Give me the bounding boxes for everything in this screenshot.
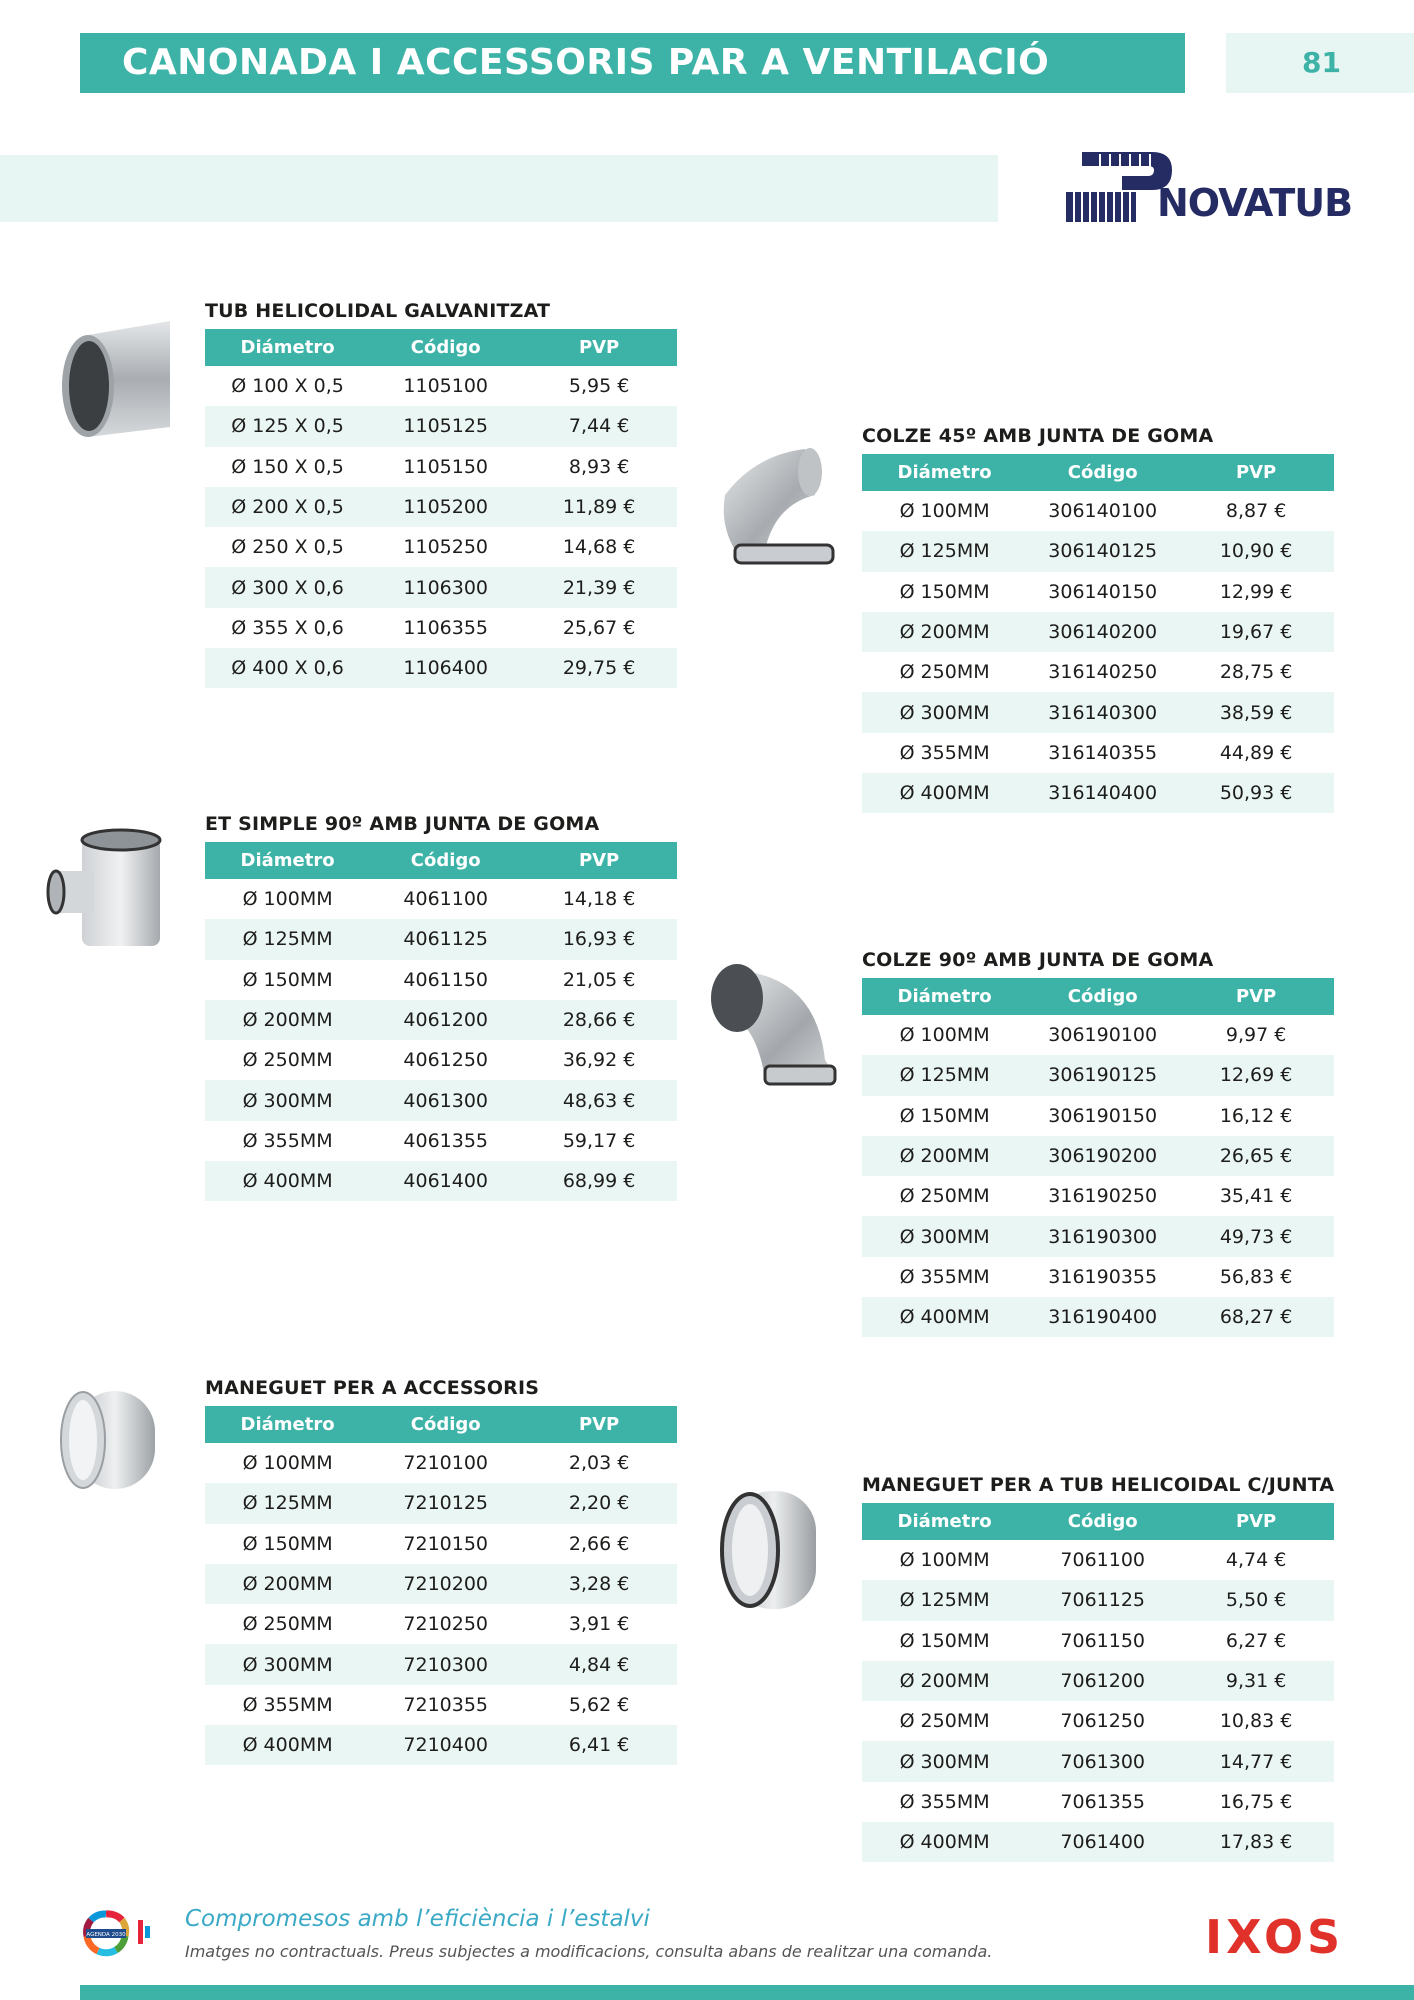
- price-cell: 14,77 €: [1178, 1741, 1334, 1781]
- page-number: 81: [1226, 33, 1414, 93]
- tube-coupling-image: [712, 1485, 832, 1615]
- price-cell: 2,20 €: [521, 1483, 677, 1523]
- code-cell: 7061400: [1027, 1822, 1178, 1862]
- code-cell: 316140250: [1048, 661, 1158, 684]
- header-code: Código: [370, 1406, 521, 1443]
- code-cell: 306140125: [1027, 531, 1178, 571]
- table-row: [862, 1015, 1334, 1055]
- code-cell: 7210100: [403, 1452, 489, 1475]
- diameter-cell: Ø 150MM: [242, 968, 333, 991]
- diameter-cell: Ø 200MM: [205, 1564, 370, 1604]
- price-cell: 26,65 €: [1178, 1136, 1334, 1176]
- code-cell: 4061400: [370, 1161, 521, 1201]
- table-row: [862, 1176, 1334, 1216]
- code-cell: 4061250: [403, 1049, 489, 1072]
- price-cell: 3,91 €: [568, 1613, 630, 1636]
- price-cell: 10,83 €: [1219, 1710, 1293, 1733]
- diameter-cell: Ø 250 X 0,5: [231, 536, 344, 559]
- table-row: [205, 919, 677, 959]
- header-diameter: Diámetro: [205, 329, 370, 366]
- table-row: [205, 1604, 677, 1644]
- price-cell: 14,68 €: [562, 536, 636, 559]
- code-cell: 316140300: [1027, 692, 1178, 732]
- table-row: [205, 447, 677, 487]
- table-row: [862, 1741, 1334, 1781]
- product-title: TUB HELICOLIDAL GALVANITZAT: [205, 300, 551, 322]
- diameter-cell: Ø 300MM: [205, 1080, 370, 1120]
- table-row: [205, 527, 677, 567]
- page-title: CANONADA I ACCESSORIS PAR A VENTILACIÓ: [80, 33, 1185, 93]
- table-row: [862, 692, 1334, 732]
- code-cell: 1105100: [403, 375, 489, 398]
- diameter-cell: Ø 355MM: [899, 1265, 990, 1288]
- price-table: [862, 1503, 1334, 1862]
- table-row: [205, 1443, 677, 1483]
- table-row: [205, 1040, 677, 1080]
- table-row: [862, 1540, 1334, 1580]
- price-cell: 25,67 €: [562, 616, 636, 639]
- diameter-cell: Ø 125MM: [862, 1055, 1027, 1095]
- brand-name: NOVATUB: [1157, 181, 1353, 225]
- price-table: [862, 978, 1334, 1337]
- code-cell: 316190355: [1048, 1265, 1158, 1288]
- header-code: Código: [1027, 978, 1178, 1015]
- code-cell: 306140200: [1027, 612, 1178, 652]
- header-code: Código: [370, 842, 521, 879]
- price-cell: 5,95 €: [568, 375, 630, 398]
- code-cell: 306140150: [1048, 580, 1158, 603]
- table-row: [205, 960, 677, 1000]
- price-cell: 11,89 €: [521, 487, 677, 527]
- footer-slogan: Compromesos amb l’eficiència i l’estalvi: [185, 1906, 650, 1932]
- agenda-2030-logo: [78, 1908, 158, 1958]
- diameter-cell: Ø 200MM: [205, 1000, 370, 1040]
- price-cell: 38,59 €: [1178, 692, 1334, 732]
- header-price: PVP: [521, 1406, 677, 1443]
- price-cell: 10,90 €: [1178, 531, 1334, 571]
- table-row: [862, 1257, 1334, 1297]
- price-cell: 9,31 €: [1178, 1661, 1334, 1701]
- header-code: Código: [370, 329, 521, 366]
- diameter-cell: Ø 200MM: [862, 612, 1027, 652]
- diameter-cell: Ø 400MM: [205, 1725, 370, 1765]
- diameter-cell: Ø 250MM: [899, 1710, 990, 1733]
- diameter-cell: Ø 250MM: [899, 1185, 990, 1208]
- code-cell: 7061300: [1027, 1741, 1178, 1781]
- elbow-45-image: [715, 445, 845, 570]
- code-cell: 7210400: [370, 1725, 521, 1765]
- code-cell: 1105250: [403, 536, 489, 559]
- footer-disclaimer: Imatges no contractuals. Preus subjectes a modificacions, consulta abans de realitzar una comanda.: [185, 1942, 993, 1961]
- diameter-cell: Ø 150MM: [242, 1532, 333, 1555]
- product-title: COLZE 90º AMB JUNTA DE GOMA: [862, 949, 1214, 971]
- table-row: [205, 879, 677, 919]
- diameter-cell: Ø 250MM: [242, 1049, 333, 1072]
- diameter-cell: Ø 125MM: [205, 1483, 370, 1523]
- code-cell: 306190150: [1048, 1104, 1158, 1127]
- code-cell: 316190400: [1027, 1297, 1178, 1337]
- table-row: [205, 567, 677, 607]
- header-diameter: Diámetro: [205, 842, 370, 879]
- tee-90-image: [42, 826, 172, 961]
- product-maneguet-tub: [862, 1474, 1334, 1862]
- price-cell: 56,83 €: [1219, 1265, 1293, 1288]
- price-table: [862, 454, 1334, 813]
- price-cell: 6,27 €: [1225, 1629, 1287, 1652]
- table-row: [862, 1136, 1334, 1176]
- diameter-cell: Ø 150MM: [899, 580, 990, 603]
- table-row: [205, 1524, 677, 1564]
- diameter-cell: Ø 200 X 0,5: [205, 487, 370, 527]
- code-cell: 7210150: [403, 1532, 489, 1555]
- diameter-cell: Ø 400MM: [205, 1161, 370, 1201]
- code-cell: 1106355: [403, 616, 489, 639]
- price-cell: 4,84 €: [521, 1644, 677, 1684]
- code-cell: 316140355: [1048, 741, 1158, 764]
- diameter-cell: Ø 400MM: [862, 1297, 1027, 1337]
- diameter-cell: Ø 250MM: [242, 1613, 333, 1636]
- diameter-cell: Ø 100MM: [899, 1024, 990, 1047]
- diameter-cell: Ø 300MM: [205, 1644, 370, 1684]
- product-colze-45: [862, 425, 1334, 813]
- code-cell: 1106300: [370, 567, 521, 607]
- product-et-simple-90: [205, 813, 677, 1201]
- price-cell: 12,99 €: [1219, 580, 1293, 603]
- table-row: [205, 1000, 677, 1040]
- table-row: [205, 608, 677, 648]
- code-cell: 316190300: [1027, 1216, 1178, 1256]
- table-row: [205, 487, 677, 527]
- diameter-cell: Ø 125 X 0,5: [205, 406, 370, 446]
- product-title: MANEGUET PER A ACCESSORIS: [205, 1377, 540, 1399]
- price-table: [205, 1406, 677, 1765]
- diameter-cell: Ø 355MM: [242, 1129, 333, 1152]
- diameter-cell: Ø 300MM: [862, 1741, 1027, 1781]
- product-title: MANEGUET PER A TUB HELICOIDAL C/JUNTA: [862, 1474, 1335, 1496]
- code-cell: 4061150: [403, 968, 489, 991]
- price-table: [205, 842, 677, 1201]
- agenda-label: AGENDA 2030: [86, 1932, 126, 1938]
- diameter-cell: Ø 400MM: [862, 773, 1027, 813]
- code-cell: 7061150: [1060, 1629, 1146, 1652]
- price-cell: 59,17 €: [562, 1129, 636, 1152]
- price-cell: 36,92 €: [562, 1049, 636, 1072]
- code-cell: 4061100: [403, 888, 489, 911]
- price-cell: 8,93 €: [568, 455, 630, 478]
- code-cell: 7210300: [370, 1644, 521, 1684]
- code-cell: 7061355: [1060, 1790, 1146, 1813]
- product-title: ET SIMPLE 90º AMB JUNTA DE GOMA: [205, 813, 600, 835]
- table-row: [205, 1725, 677, 1765]
- header-diameter: Diámetro: [862, 1503, 1027, 1540]
- table-row: [205, 648, 677, 688]
- code-cell: 1105200: [370, 487, 521, 527]
- code-cell: 7210125: [370, 1483, 521, 1523]
- table-row: [862, 1822, 1334, 1862]
- price-cell: 5,62 €: [568, 1693, 630, 1716]
- price-cell: 12,69 €: [1178, 1055, 1334, 1095]
- header-diameter: Diámetro: [862, 454, 1027, 491]
- table-row: [862, 531, 1334, 571]
- price-cell: 16,75 €: [1219, 1790, 1293, 1813]
- price-cell: 14,18 €: [562, 888, 636, 911]
- diameter-cell: Ø 355MM: [899, 1790, 990, 1813]
- diameter-cell: Ø 355MM: [899, 741, 990, 764]
- header-price: PVP: [1178, 978, 1334, 1015]
- table-row: [862, 572, 1334, 612]
- diameter-cell: Ø 100MM: [899, 1549, 990, 1572]
- table-row: [862, 491, 1334, 531]
- code-cell: 306190100: [1048, 1024, 1158, 1047]
- code-cell: 7061100: [1060, 1549, 1146, 1572]
- price-cell: 21,05 €: [562, 968, 636, 991]
- table-row: [205, 1644, 677, 1684]
- product-title: COLZE 45º AMB JUNTA DE GOMA: [862, 425, 1214, 447]
- code-cell: 7210355: [403, 1693, 489, 1716]
- product-tub-helicoidal: [205, 300, 677, 688]
- price-cell: 28,75 €: [1219, 661, 1293, 684]
- diameter-cell: Ø 125MM: [862, 531, 1027, 571]
- product-maneguet-accessoris: [205, 1377, 677, 1765]
- code-cell: 7061200: [1027, 1661, 1178, 1701]
- price-cell: 8,87 €: [1225, 500, 1287, 523]
- table-row: [205, 1121, 677, 1161]
- elbow-90-image: [705, 960, 840, 1095]
- diameter-cell: Ø 200MM: [862, 1661, 1027, 1701]
- diameter-cell: Ø 200MM: [862, 1136, 1027, 1176]
- code-cell: 1106400: [370, 648, 521, 688]
- code-cell: 4061300: [370, 1080, 521, 1120]
- code-cell: 4061200: [370, 1000, 521, 1040]
- price-cell: 5,50 €: [1178, 1580, 1334, 1620]
- code-cell: 1105150: [403, 455, 489, 478]
- table-row: [862, 1661, 1334, 1701]
- price-cell: 9,97 €: [1225, 1024, 1287, 1047]
- coupling-image: [55, 1385, 175, 1495]
- diameter-cell: Ø 400 X 0,6: [205, 648, 370, 688]
- diameter-cell: Ø 250MM: [899, 661, 990, 684]
- header-price: PVP: [521, 329, 677, 366]
- table-row: [205, 1483, 677, 1523]
- table-row: [862, 733, 1334, 773]
- sub-header-band: [0, 155, 998, 222]
- diameter-cell: Ø 150MM: [899, 1629, 990, 1652]
- price-cell: 3,28 €: [521, 1564, 677, 1604]
- diameter-cell: Ø 355MM: [242, 1693, 333, 1716]
- table-row: [862, 1055, 1334, 1095]
- price-cell: 28,66 €: [521, 1000, 677, 1040]
- diameter-cell: Ø 150 X 0,5: [231, 455, 344, 478]
- diameter-cell: Ø 100MM: [242, 1452, 333, 1475]
- price-cell: 21,39 €: [521, 567, 677, 607]
- helical-tube-image: [58, 315, 170, 445]
- table-row: [205, 406, 677, 446]
- diameter-cell: Ø 125MM: [862, 1580, 1027, 1620]
- price-cell: 68,27 €: [1178, 1297, 1334, 1337]
- price-cell: 19,67 €: [1178, 612, 1334, 652]
- code-cell: 4061355: [403, 1129, 489, 1152]
- table-row: [205, 1685, 677, 1725]
- price-cell: 6,41 €: [521, 1725, 677, 1765]
- table-row: [862, 1297, 1334, 1337]
- diameter-cell: Ø 150MM: [899, 1104, 990, 1127]
- price-cell: 35,41 €: [1219, 1185, 1293, 1208]
- diameter-cell: Ø 100MM: [242, 888, 333, 911]
- code-cell: 306140100: [1048, 500, 1158, 523]
- price-cell: 4,74 €: [1225, 1549, 1287, 1572]
- price-cell: 2,66 €: [568, 1532, 630, 1555]
- diameter-cell: Ø 300MM: [862, 692, 1027, 732]
- diameter-cell: Ø 100MM: [899, 500, 990, 523]
- product-colze-90: [862, 949, 1334, 1337]
- table-row: [862, 612, 1334, 652]
- price-cell: 16,12 €: [1219, 1104, 1293, 1127]
- code-cell: 7061250: [1060, 1710, 1146, 1733]
- header-price: PVP: [1178, 1503, 1334, 1540]
- code-cell: 4061125: [370, 919, 521, 959]
- table-row: [862, 1096, 1334, 1136]
- header-diameter: Diámetro: [862, 978, 1027, 1015]
- code-cell: 306190125: [1027, 1055, 1178, 1095]
- header-price: PVP: [1178, 454, 1334, 491]
- table-row: [862, 1621, 1334, 1661]
- table-row: [862, 652, 1334, 692]
- price-cell: 68,99 €: [521, 1161, 677, 1201]
- table-row: [862, 1580, 1334, 1620]
- header-diameter: Diámetro: [205, 1406, 370, 1443]
- price-cell: 7,44 €: [521, 406, 677, 446]
- header-price: PVP: [521, 842, 677, 879]
- price-cell: 49,73 €: [1178, 1216, 1334, 1256]
- diameter-cell: Ø 300 X 0,6: [205, 567, 370, 607]
- price-cell: 17,83 €: [1178, 1822, 1334, 1862]
- diameter-cell: Ø 400MM: [862, 1822, 1027, 1862]
- code-cell: 316190250: [1048, 1185, 1158, 1208]
- table-row: [862, 1782, 1334, 1822]
- ixos-logo: IXOS: [1205, 1910, 1345, 1964]
- header-code: Código: [1027, 1503, 1178, 1540]
- code-cell: 7210250: [403, 1613, 489, 1636]
- code-cell: 306190200: [1027, 1136, 1178, 1176]
- table-row: [205, 1564, 677, 1604]
- price-table: [205, 329, 677, 688]
- price-cell: 29,75 €: [521, 648, 677, 688]
- table-row: [862, 1216, 1334, 1256]
- code-cell: 316140400: [1027, 773, 1178, 813]
- diameter-cell: Ø 355 X 0,6: [231, 616, 344, 639]
- code-cell: 7210200: [370, 1564, 521, 1604]
- table-row: [205, 366, 677, 406]
- diameter-cell: Ø 125MM: [205, 919, 370, 959]
- diameter-cell: Ø 100 X 0,5: [231, 375, 344, 398]
- bottom-accent-bar: [80, 1985, 1414, 2000]
- table-row: [862, 773, 1334, 813]
- price-cell: 44,89 €: [1219, 741, 1293, 764]
- price-cell: 16,93 €: [521, 919, 677, 959]
- price-cell: 2,03 €: [568, 1452, 630, 1475]
- table-row: [205, 1080, 677, 1120]
- table-row: [862, 1701, 1334, 1741]
- code-cell: 7061125: [1027, 1580, 1178, 1620]
- price-cell: 48,63 €: [521, 1080, 677, 1120]
- code-cell: 1105125: [370, 406, 521, 446]
- price-cell: 50,93 €: [1178, 773, 1334, 813]
- table-row: [205, 1161, 677, 1201]
- header-code: Código: [1027, 454, 1178, 491]
- diameter-cell: Ø 300MM: [862, 1216, 1027, 1256]
